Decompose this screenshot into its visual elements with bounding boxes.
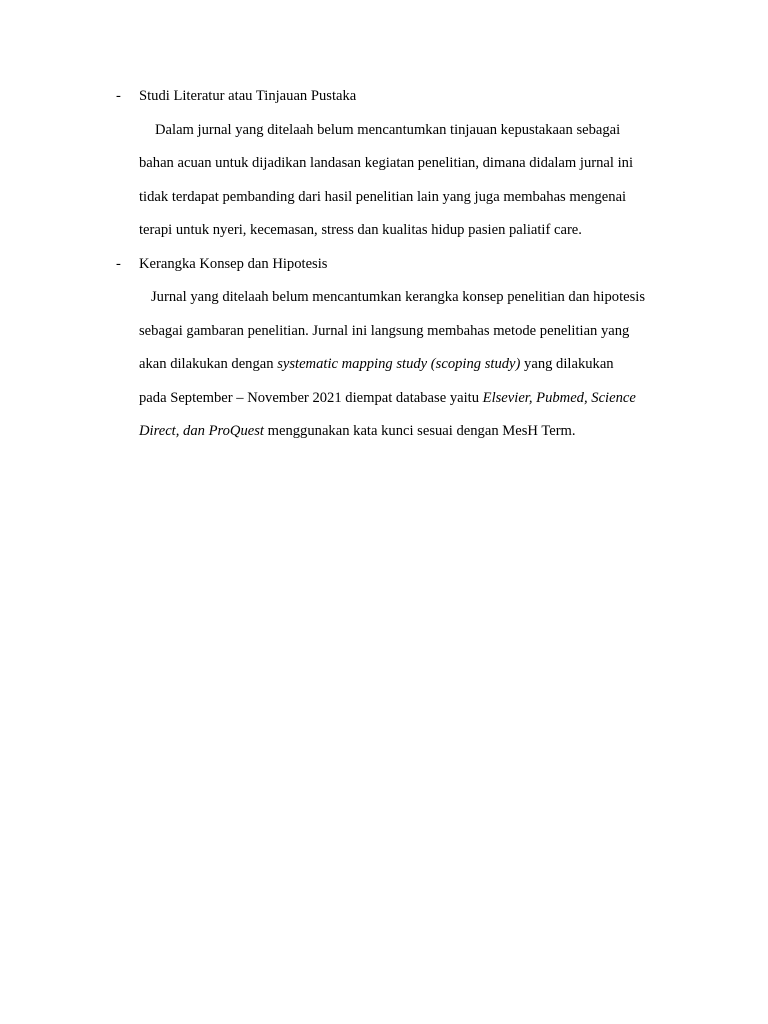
paragraph-line — [139, 321, 629, 341]
paragraph-line — [139, 354, 614, 374]
text-run: menggunakan kata kunci sesuai dengan MesH Term. — [263, 423, 576, 439]
bullet-dash: - — [116, 88, 121, 104]
text-run: pada September – November 2021 diempat database yaitu — [139, 390, 483, 406]
section-heading: Studi Literatur atau Tinjauan Pustaka — [139, 88, 357, 104]
text-run: akan dilakukan dengan — [139, 356, 278, 372]
text-run-italic: Direct, dan ProQuest — [139, 423, 264, 439]
paragraph-line — [139, 153, 633, 173]
bullet-item — [0, 86, 768, 106]
text-run: Jurnal yang ditelaah belum mencantumkan kerangka konsep penelitian dan hipotesis — [151, 289, 646, 305]
bullet-item — [0, 254, 768, 274]
text-run: yang dilakukan — [520, 356, 614, 372]
text-run: bahan acuan untuk dijadikan landasan kegiatan penelitian, dimana didalam jurnal ini — [139, 155, 633, 171]
text-run: Dalam jurnal yang ditelaah belum mencantumkan tinjauan kepustakaan sebagai — [155, 122, 621, 138]
section-heading: Kerangka Konsep dan Hipotesis — [139, 256, 328, 272]
text-run: tidak terdapat pembanding dari hasil penelitian lain yang juga membahas mengenai — [139, 189, 627, 205]
paragraph-line — [151, 287, 645, 307]
section-studi-literatur — [0, 86, 768, 238]
text-run: terapi untuk nyeri, kecemasan, stress dan kualitas hidup pasien paliatif care. — [139, 222, 582, 238]
text-run-italic: systematic mapping study (scoping study) — [277, 356, 521, 372]
paragraph-line — [155, 120, 620, 140]
paragraph-line — [139, 388, 636, 408]
paragraph-line — [139, 220, 582, 240]
bullet-dash: - — [116, 256, 121, 272]
paragraph-line — [139, 187, 626, 207]
paragraph-line — [139, 421, 576, 441]
text-run-italic: Elsevier, Pubmed, Science — [482, 390, 636, 406]
section-kerangka-konsep — [0, 254, 768, 439]
text-run: sebagai gambaran penelitian. Jurnal ini langsung membahas metode penelitian yang — [139, 323, 630, 339]
